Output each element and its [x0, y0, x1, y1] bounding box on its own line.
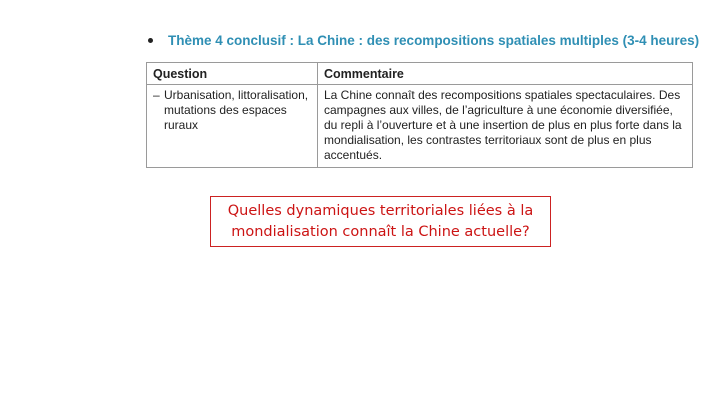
- problematique-box: [210, 196, 551, 247]
- table-row: [147, 85, 693, 168]
- problematique-text: Quelles dynamiques territoriales liées à la mondialisation connaît la Chine actuelle?: [227, 202, 534, 240]
- program-table: [146, 62, 693, 168]
- commentaire-cell: La Chine connaît des recompositions spatiales spectaculaires. Des campagnes aux villes, de l’agriculture à une économie diversifiée, du repli à l’ouverture et à une insertion de plus en plus forte dans la mondialisation, les contrastes territoriaux sont de plus en plus accentués.: [318, 85, 693, 168]
- header-commentaire: Commentaire: [318, 63, 693, 85]
- header-question: Question: [147, 63, 318, 85]
- table-header-row: [147, 63, 693, 85]
- dash-marker: –: [153, 88, 160, 102]
- theme-heading: [148, 33, 708, 48]
- question-cell: [147, 85, 318, 168]
- theme-title: Thème 4 conclusif : La Chine : des recompositions spatiales multiples (3-4 heures): [168, 33, 700, 48]
- question-item: [153, 88, 311, 133]
- question-text: Urbanisation, littoralisation, mutations des espaces ruraux: [164, 88, 309, 132]
- bullet-icon: [148, 38, 153, 43]
